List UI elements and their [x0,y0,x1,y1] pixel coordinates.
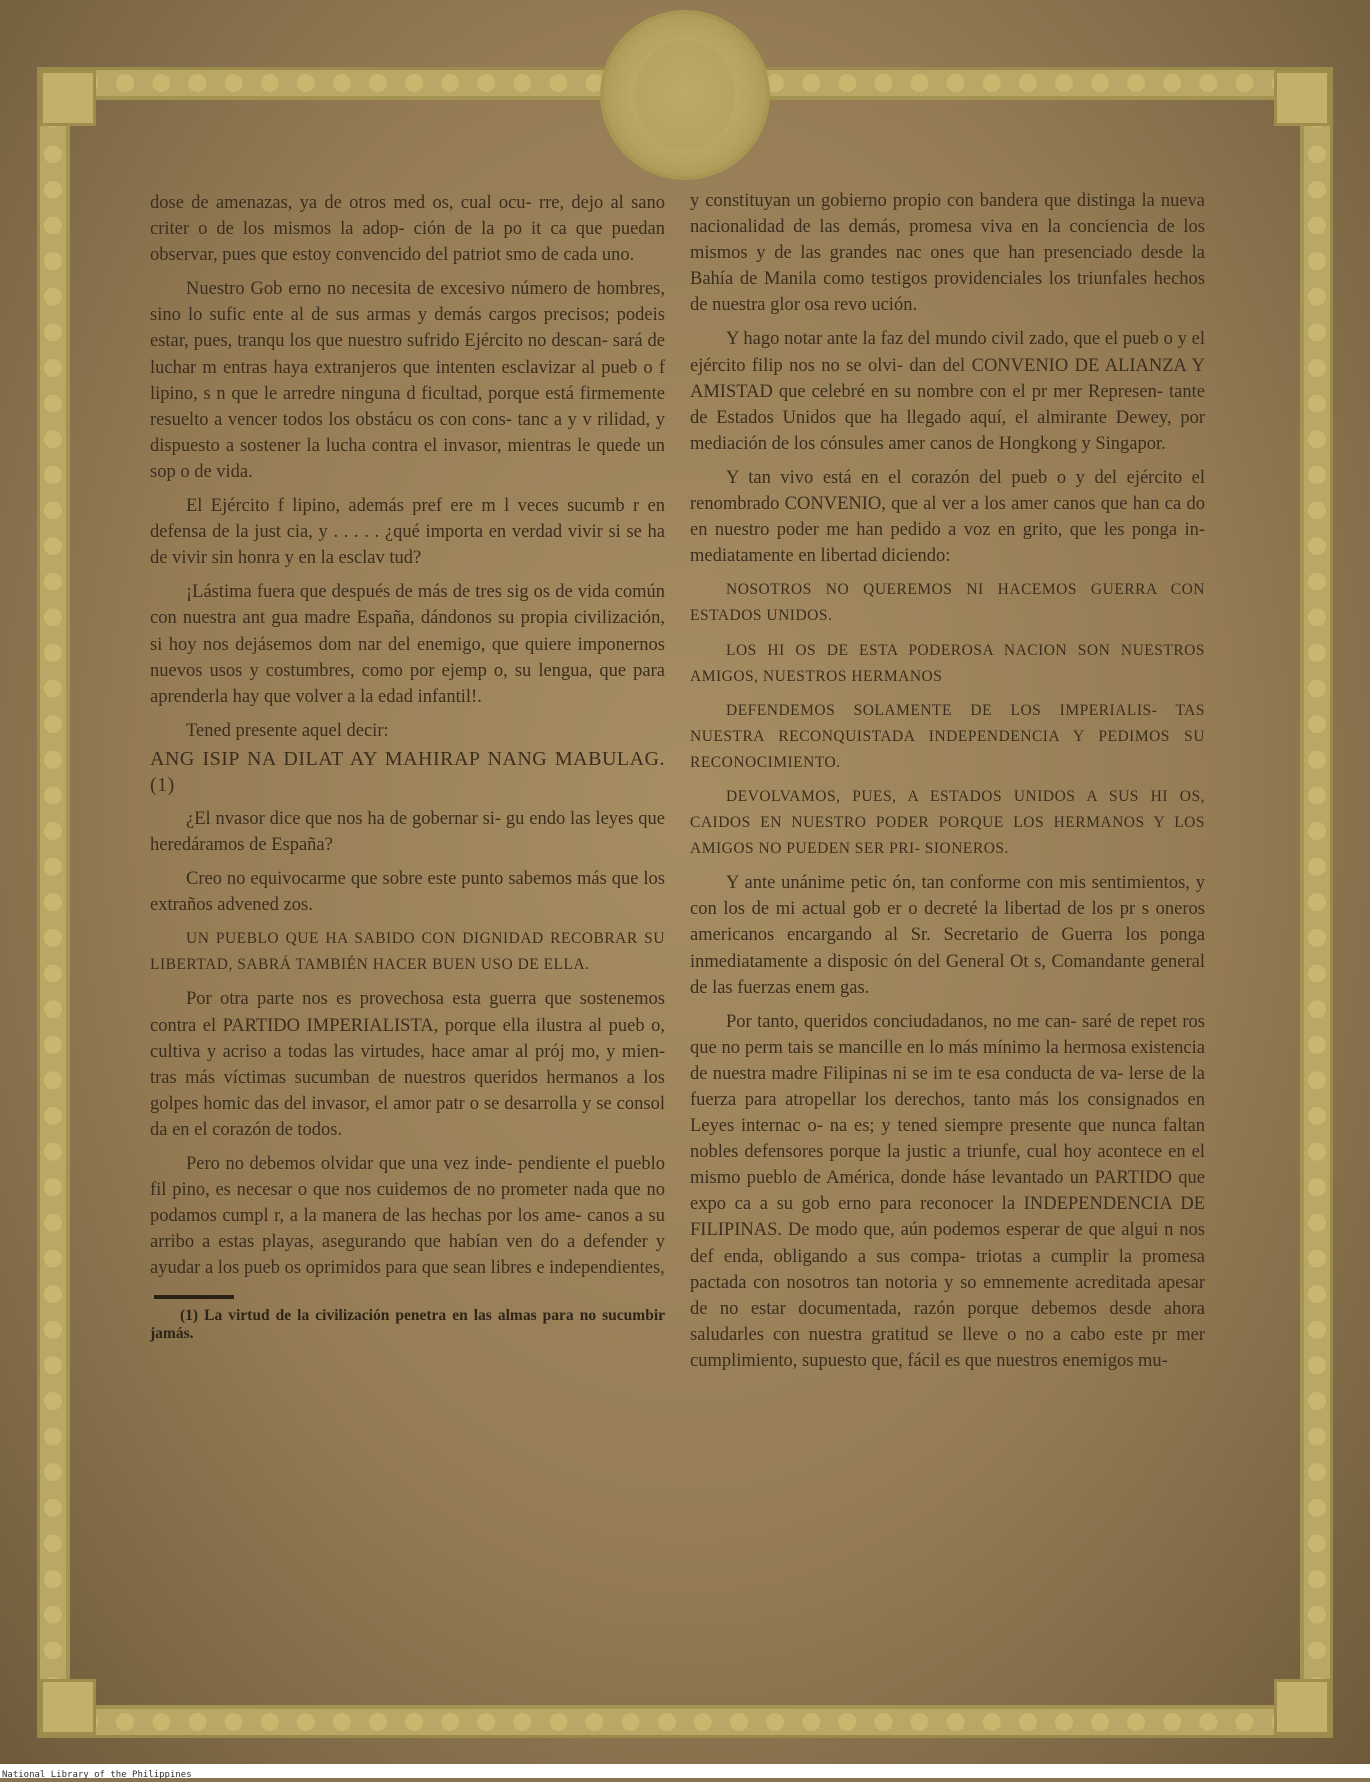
quoted-declaration: DEFENDEMOS SOLAMENTE DE LOS IMPERIALIS- TAS NUESTRA RECONQUISTADA INDEPENDENCIA Y PEDIMOS SU RECONOCIMIENTO. [690,701,1205,771]
document-body [150,190,1220,1630]
library-credit-bar [0,1764,1370,1778]
paragraph: Y ante unánime petic ón, tan conforme con mis sentimientos, y con los de mi actual gob er o decreté la libertad de los pr s oneros americanos encargando al Sr. Secretario de Guerra los ponga inmediatamente a disposic ón del General Ot s, Comandante general de las fuerzas enem gas. [690,873,1205,998]
quoted-declaration: LOS HI OS DE ESTA PODEROSA NACION SON NUESTROS AMIGOS, NUESTROS HERMANOS [690,641,1205,685]
paragraph: Tened presente aquel decir: [186,720,389,741]
right-column [690,188,1205,1382]
portrait-silhouette [635,40,735,150]
emphasized-statement: UN PUEBLO QUE HA SABIDO CON DIGNIDAD RECOBRAR SU LIBERTAD, SABRÁ TAMBIÉN HACER BUEN USO DE ELLA. [150,930,665,974]
corner-ornament [40,1679,96,1735]
corner-ornament [40,70,96,126]
paragraph: Y hago notar ante la faz del mundo civil zado, que el pueb o y el ejército filip nos no se olvi- dan del CONVENIO DE ALIANZA Y AMISTAD que celebré en su nombre con el pr mer Represen- tante de Estados Unidos que ha llegado aquí, el almirante Dewey, por mediación de los cónsules amer canos de Hongkong y Singapor. [690,329,1205,454]
corner-ornament [1274,70,1330,126]
paragraph: Por tanto, queridos conciudadanos, no me can- saré de repet ros que no perm tais se mancille en lo más mínimo la hermosa existencia de nuestra madre Filipinas ni se im te esa conducta de va- lerse de la fuerza para atropellar los derechos, tanto más los consignados en Leyes internac o- na es; y tened siempre presente que nunca faltan nobles defensores porque la justic a triunfe, cual hoy acontece en el mismo pueblo de América, donde háse levantado un PARTIDO que expo ca a su gob erno para reconocer la INDEPENDENCIA DE FILIPINAS. De modo que, aún podemos esperar de que algui n nos def enda, obligando a sus compa- triotas a cumplir la promesa pactada con nosotros tan notoria y so emnemente acreditada apesar de no estar documentada, razón porque debemos desde ahora saludarles con nuestra gratitud se lleve o no a cabo este pr mer cumplimiento, supuesto que, fácil es que nuestros enemigos mu- [690,1011,1205,1371]
library-credit: National Library of the Philippines [2,1770,192,1780]
paragraph: Y tan vivo está en el corazón del pueb o y del ejército el renombrado CONVENIO, que al ver a los amer canos que han ca do en nuestro poder me han pedido a voz en grito, que les ponga in- mediatamente en libertad diciendo: [690,467,1205,567]
paragraph: El Ejército f lipino, además pref ere m l veces sucumb r en defensa de la just cia, y . . . . . ¿qué importa en verdad vivir si se ha de vivir sin honra y en la esclav tud? [150,496,665,569]
paragraph: ¿El nvasor dice que nos ha de gobernar si- gu endo las leyes que heredáramos de España? [150,808,665,855]
paragraph: Creo no equivocarme que sobre este punto sabemos más que los extraños advened zos. [150,869,665,916]
quoted-declaration: DEVOLVAMOS, PUES, A ESTADOS UNIDOS A SUS HI OS, CAIDOS EN NUESTRO PODER PORQUE LOS HERMANOS Y LOS AMIGOS NO PUEDEN SER PRI- SIONEROS. [690,787,1205,858]
paragraph: Pero no debemos olvidar que una vez inde- pendiente el pueblo fil pino, es necesar o que nos cuidemos de no prometer nada que no podamos cumpl r, a la manera de las hechas por los ame- canos a su arribo a estas playas, asegurando que habían ven do a defender y ayudar a los pueb os oprimidos para que sean libres e independientes, [150,1154,665,1279]
corner-ornament [1274,1679,1330,1735]
left-column [150,190,665,1351]
paragraph: y constituyan un gobierno propio con bandera que distinga la nueva nacionalidad de las demás, promesa viva en la conciencia de los mismos y de las grandes nac ones que han presenciado desde la Bahía de Manila como testigos providenciales los triunfales hechos de nuestra glor osa revo ución. [690,191,1205,316]
paragraph: Nuestro Gob erno no necesita de excesivo número de hombres, sino lo sufic ente al de sus armas y demás cargos precisos; podeis estar, pues, tranqu los que nuestro sufrido Ejército no descan- sará de luchar m entras haya extranjeros que intenten esclavizar al pueb o f lipino, s n que le arredre ninguna d ficultad, porque está firmemente resuelto a vencer todos los obstácu os con cons- tanc a y v rilidad, y dispuesto a sostener la lucha contra el invasor, mientras le quede un sop o de vida. [150,279,665,482]
paragraph: Por otra parte nos es provechosa esta guerra que sostenemos contra el PARTIDO IMPERIALISTA, porque ella ilustra al pueb o, cultiva y acriso a todas las virtudes, hace amar al prój mo, y mien- tras más víctimas sucumban de nuestros queridos hermanos a los golpes homic das del invasor, el amor patr o se desarrolla y se consol da en el corazón de todos. [150,989,665,1140]
quoted-declaration: NOSOTROS NO QUEREMOS NI HACEMOS GUERRA CON ESTADOS UNIDOS. [690,581,1205,625]
tagalog-saying: ANG ISIP NA DILAT AY MAHIRAP NANG MABULAG. (1) [150,747,665,796]
footnote: (1) La virtud de la civilización penetra en las almas para no sucumbir jamás. [150,1307,665,1343]
paragraph: dose de amenazas, ya de otros med os, cual ocu- rre, dejo al sano criter o de los mismos la adop- ción de la po it ca que puedan observar, pues que estoy convencido del patriot smo de cada uno. [150,193,665,266]
footnote-rule [154,1295,234,1299]
paragraph: ¡Lástima fuera que después de más de tres sig os de vida común con nuestra ant gua madre España, dándonos su propia civilización, si hoy nos dejásemos dom nar del enemigo, que quiere imponernos nuevos usos y costumbres, como por ejemp o, su lengua, que para aprenderla hay que volver a la edad infantil!. [150,582,665,707]
